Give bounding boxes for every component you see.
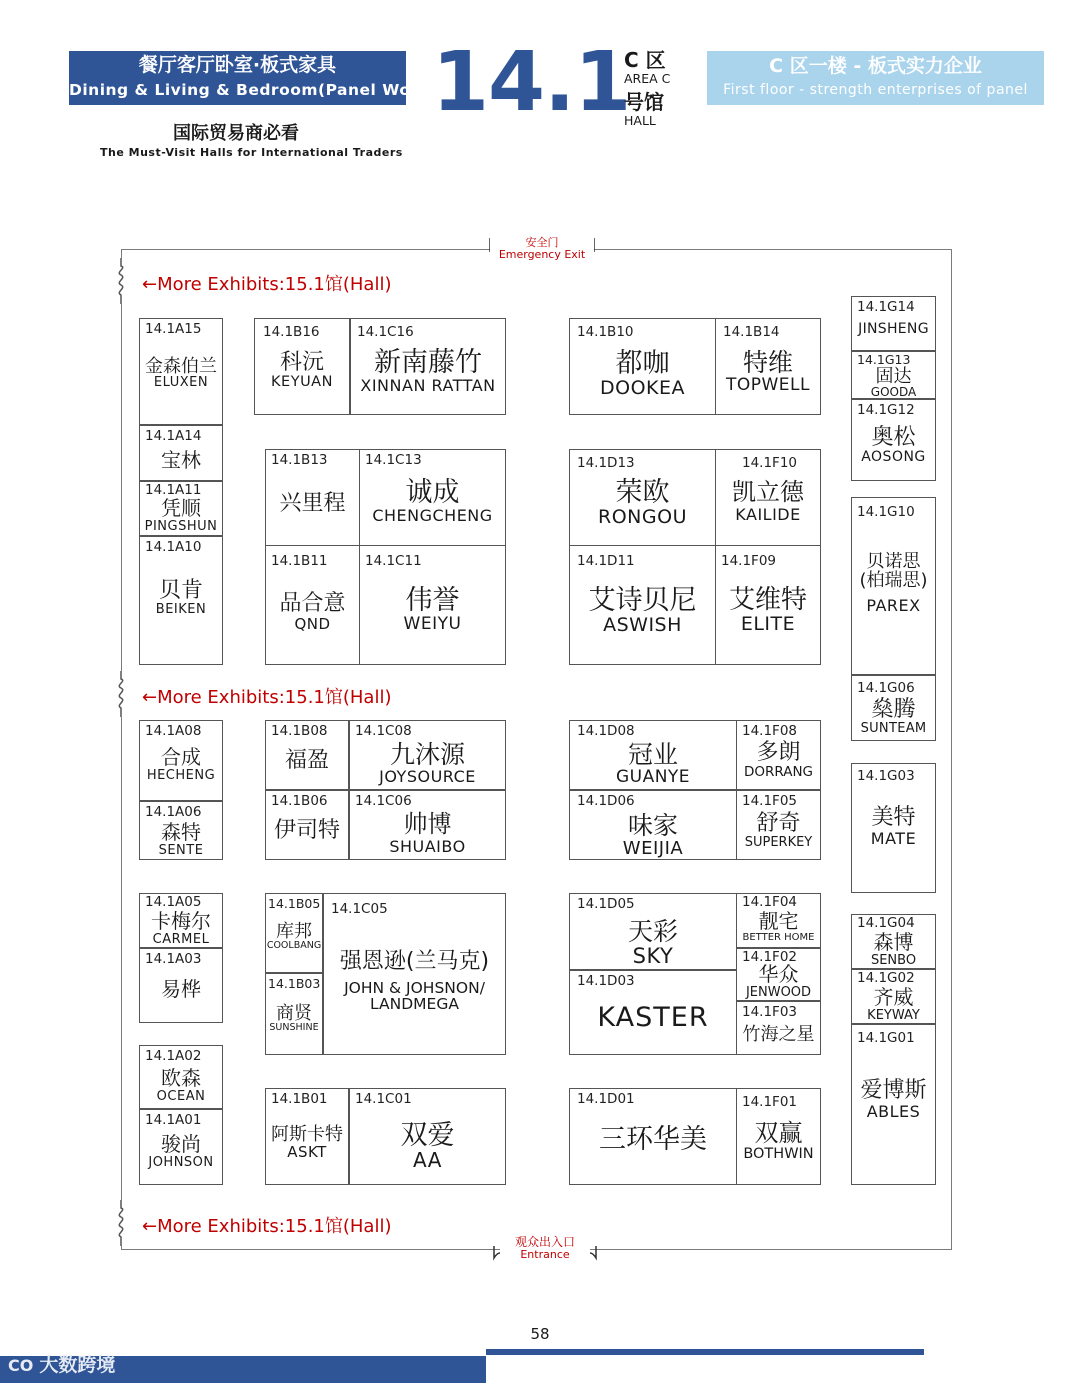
watermark-logo-icon: CO xyxy=(8,1356,34,1375)
booth-code: 14.1B16 xyxy=(263,324,320,340)
booth-14-1d08[interactable] xyxy=(569,720,737,790)
booth-14-1d06[interactable] xyxy=(569,790,737,860)
exhibitor-name-cn: 贝诺思 xyxy=(866,551,921,572)
exhibitor-name-cn: 燊腾 xyxy=(871,697,916,722)
booth-code: 14.1B06 xyxy=(271,793,328,809)
more-exhibits-link[interactable]: ←More Exhibits:15.1馆(Hall) xyxy=(142,1216,392,1237)
exhibitor-name-cn: 都咖 xyxy=(615,348,670,379)
exhibitor-name-en: CHENGCHENG xyxy=(372,506,493,526)
area-zh: C 区 xyxy=(624,48,666,72)
booth-code: 14.1G04 xyxy=(857,915,915,931)
booth-14-1g10[interactable] xyxy=(851,497,936,675)
booth-code: 14.1F09 xyxy=(721,553,777,569)
exhibitor-name-cn: 骏尚 xyxy=(161,1132,201,1156)
exhibitor-name-cn: 阿斯卡特 xyxy=(271,1124,343,1145)
watermark xyxy=(8,1350,115,1377)
must-visit-en: The Must-Visit Halls for International Traders xyxy=(100,146,403,159)
booth-14-1a14[interactable] xyxy=(139,425,223,481)
hall-floor-outline xyxy=(121,249,952,1250)
exhibitor-name-en: KEYUAN xyxy=(271,373,333,390)
exhibitor-name-en: JOHN & JOHSNON/ xyxy=(344,978,485,997)
booth-code: 14.1F10 xyxy=(742,455,798,471)
booth-code: 14.1F05 xyxy=(742,793,798,809)
exhibitor-name-en: PAREX xyxy=(866,595,921,615)
booth-14-1a06[interactable] xyxy=(139,801,223,860)
booth-code: 14.1C13 xyxy=(365,452,422,468)
booth-code: 14.1C08 xyxy=(355,723,412,739)
exhibitor-name-cn: 帅博 xyxy=(403,810,452,838)
booth-14-1a11[interactable] xyxy=(139,481,223,536)
exhibitor-name-en: QND xyxy=(294,614,331,633)
exhibitor-name-cn: 欧森 xyxy=(161,1066,201,1090)
booth-code: 14.1G03 xyxy=(857,768,915,784)
exhibitor-name-cn: 森特 xyxy=(161,820,201,844)
booth-code: 14.1A01 xyxy=(145,1112,202,1128)
booth-14-1c08[interactable] xyxy=(349,720,506,790)
booth-14-1g01[interactable] xyxy=(851,1024,936,1185)
wall-break-icon xyxy=(113,1200,129,1246)
exhibitor-name-en: BETTER HOME xyxy=(742,931,815,943)
emergency-exit xyxy=(490,237,594,261)
booth-14-1a02[interactable] xyxy=(139,1045,223,1109)
exhibitor-name-cn: 靓宅 xyxy=(758,909,799,933)
exhibitor-name-cn: 宝林 xyxy=(161,448,201,472)
booth-14-1d11[interactable] xyxy=(569,545,716,665)
booth-14-1c13[interactable] xyxy=(359,449,506,546)
exhibitor-name-en: MATE xyxy=(870,828,917,848)
booth-code: 14.1G06 xyxy=(857,680,915,696)
more-exhibits-link[interactable]: ←More Exhibits:15.1馆(Hall) xyxy=(142,687,392,708)
exhibitor-name-en: KAILIDE xyxy=(735,504,801,524)
booth-14-1f02[interactable] xyxy=(736,948,821,1001)
exhibitor-name-en: ELUXEN xyxy=(153,375,209,391)
exhibitor-name-en: AOSONG xyxy=(861,448,926,465)
booth-code: 14.1G14 xyxy=(857,299,915,315)
exhibitor-name-cn: 三环华美 xyxy=(599,1124,707,1155)
booth-14-1b08[interactable] xyxy=(265,720,349,790)
exhibitor-name-cn: 易桦 xyxy=(161,977,201,1001)
exhibitor-name-en: COOLBANG xyxy=(266,940,322,952)
exhibitor-name-cn: 艾诗贝尼 xyxy=(588,585,697,616)
exhibitor-name-en: DORRANG xyxy=(743,763,814,780)
booth-code: 14.1F02 xyxy=(742,949,798,965)
booth-code: 14.1C06 xyxy=(355,793,412,809)
exhibitor-name-cn: 强恩逊(兰马克) xyxy=(339,949,490,974)
booth-14-1g02[interactable] xyxy=(851,969,936,1024)
exhibitor-name-en: TOPWELL xyxy=(725,375,810,395)
booth-14-1b14[interactable] xyxy=(715,318,821,415)
booth-14-1c16[interactable] xyxy=(350,318,506,415)
booth-code: 14.1F03 xyxy=(742,1004,798,1020)
exhibitor-name-en: KEYWAY xyxy=(867,1007,920,1023)
exhibitor-name-cn: 荣欧 xyxy=(615,477,670,508)
booth-code: 14.1B01 xyxy=(271,1091,328,1107)
exhibitor-name-cn: 美特 xyxy=(871,805,916,830)
exhibitor-name-en: SENBO xyxy=(870,952,917,968)
booth-14-1b11[interactable] xyxy=(265,545,360,665)
booth-14-1f01[interactable] xyxy=(736,1088,821,1185)
booth-14-1a15[interactable] xyxy=(139,318,223,425)
booth-14-1b03[interactable] xyxy=(265,973,323,1055)
booth-code: 14.1D11 xyxy=(577,553,635,569)
booth-14-1b10[interactable] xyxy=(569,318,716,415)
exhibitor-name-en: RONGOU xyxy=(598,506,687,529)
booth-code: 14.1D06 xyxy=(577,793,635,809)
exhibitor-name-cn: 品合意 xyxy=(279,591,346,616)
exhibitor-name-cn: 金森伯兰 xyxy=(145,356,217,377)
exhibitor-name-en: SUNSHINE xyxy=(269,1022,319,1034)
exhibitor-name-cn: 伊司特 xyxy=(273,818,340,843)
exhibitor-name-cn: 九沐源 xyxy=(389,740,465,769)
exhibitor-name-cn: 商贤 xyxy=(276,1003,312,1024)
booth-14-1g06[interactable] xyxy=(851,675,936,741)
booth-14-1d13[interactable] xyxy=(569,449,716,546)
exhibitor-name-cn: 兴里程 xyxy=(279,491,346,516)
more-exhibits-link[interactable]: ←More Exhibits:15.1馆(Hall) xyxy=(142,274,392,295)
exhibitor-name-en: GUANYE xyxy=(615,767,691,787)
booth-14-1c01[interactable] xyxy=(349,1088,506,1185)
booth-code: 14.1G10 xyxy=(857,504,915,520)
booth-14-1b16[interactable] xyxy=(254,318,350,415)
booth-14-1f04[interactable] xyxy=(736,893,821,948)
floor-title-zh: C 区一楼 - 板式实力企业 xyxy=(769,55,982,77)
booth-code: 14.1G01 xyxy=(857,1030,915,1046)
booth-14-1f03[interactable] xyxy=(736,1001,821,1055)
booth-code: 14.1B11 xyxy=(271,553,328,569)
page-number: 58 xyxy=(530,1325,550,1343)
exhibitor-name-cn: 卡梅尔 xyxy=(151,909,211,933)
booth-code: 14.1B14 xyxy=(723,324,780,340)
booth-14-1c06[interactable] xyxy=(349,790,506,860)
area-en: AREA C xyxy=(624,71,671,86)
booth-14-1a08[interactable] xyxy=(139,720,223,801)
booth-code: 14.1B13 xyxy=(271,452,328,468)
booth-14-1f10[interactable] xyxy=(715,449,821,546)
booth-code: 14.1A11 xyxy=(145,482,202,498)
exhibitor-name-en: CARMEL xyxy=(152,931,210,947)
exhibitor-name-en: JOHNSON xyxy=(148,1154,214,1170)
hall-zh: 号馆 xyxy=(624,89,664,114)
booth-code: 14.1A15 xyxy=(145,321,202,337)
exhibitor-name-en: DOOKEA xyxy=(599,377,685,400)
booth-14-1a03[interactable] xyxy=(139,948,223,1023)
exhibitor-name-cn: 双爱 xyxy=(400,1120,455,1151)
booth-code: 14.1G13 xyxy=(857,352,911,367)
exhibitor-name-cn: 贝肯 xyxy=(158,578,203,603)
floor-title-en: First floor - strength enterprises of panel xyxy=(723,82,1028,98)
booth-code: 14.1G12 xyxy=(857,402,915,418)
category-title-en: Dining & Living & Bedroom(Panel Wood) xyxy=(69,81,441,99)
booth-14-1c05[interactable] xyxy=(323,893,506,1055)
booth-14-1g03[interactable] xyxy=(851,763,936,893)
booth-code: 14.1B03 xyxy=(268,976,321,991)
exhibitor-name-en: BEIKEN xyxy=(155,601,207,617)
must-visit-zh: 国际贸易商必看 xyxy=(173,123,299,144)
booth-14-1f09[interactable] xyxy=(715,545,821,665)
exhibitor-name-cn-alt: (柏瑞思) xyxy=(859,570,928,592)
hall-number: 14.1 xyxy=(432,35,631,130)
booth-14-1f08[interactable] xyxy=(736,720,821,790)
booth-code: 14.1A02 xyxy=(145,1048,202,1064)
must-visit-label xyxy=(100,122,403,160)
exhibitor-name-en: KASTER xyxy=(597,1002,709,1033)
booth-14-1f05[interactable] xyxy=(736,790,821,860)
booth-14-1b06[interactable] xyxy=(265,790,349,860)
booth-code: 14.1B10 xyxy=(577,324,634,340)
exhibitor-name-cn: 多朗 xyxy=(756,740,801,765)
booth-code: 14.1B05 xyxy=(268,896,321,911)
booth-code: 14.1C16 xyxy=(357,324,414,340)
booth-code: 14.1D08 xyxy=(577,723,635,739)
exhibitor-name-en: JOYSOURCE xyxy=(379,767,476,786)
booth-14-1d01[interactable] xyxy=(569,1088,737,1185)
booth-code: 14.1A03 xyxy=(145,951,202,967)
exhibitor-name-cn: 诚成 xyxy=(405,477,460,508)
booth-14-1b13[interactable] xyxy=(265,449,360,546)
booth-14-1a05[interactable] xyxy=(139,893,223,948)
exhibitor-name-en: ASKT xyxy=(287,1143,327,1162)
booth-code: 14.1A06 xyxy=(145,804,202,820)
exhibitor-name-en: PINGSHUN xyxy=(144,518,218,534)
exhibitor-name-cn: 科沅 xyxy=(279,350,324,375)
exhibitor-name-en: OCEAN xyxy=(156,1088,206,1104)
booth-14-1c11[interactable] xyxy=(359,545,506,665)
exhibitor-name-cn: 双赢 xyxy=(754,1119,803,1147)
booth-code: 14.1F01 xyxy=(742,1094,798,1110)
booth-code: 14.1G02 xyxy=(857,970,915,986)
emergency-exit-zh: 安全门 xyxy=(525,236,559,249)
emergency-exit-en: Emergency Exit xyxy=(498,248,586,262)
watermark-text: 大数跨境 xyxy=(39,1354,116,1376)
exhibitor-name-en: GOODA xyxy=(870,385,917,399)
exhibitor-name-en: ASWISH xyxy=(603,614,682,637)
exhibitor-name-en: JINSHENG xyxy=(858,321,929,337)
booth-code: 14.1C11 xyxy=(365,553,422,569)
exhibitor-name-en: WEIYU xyxy=(403,614,462,635)
exhibitor-name-en: ELITE xyxy=(740,613,796,636)
booth-14-1b05[interactable] xyxy=(265,893,323,973)
exhibitor-name-en: SHUAIBO xyxy=(389,836,466,856)
exhibitor-name-en: SUPERKEY xyxy=(744,834,813,850)
exhibitor-name-cn: 爱博斯 xyxy=(860,1078,927,1103)
booth-code: 14.1D03 xyxy=(577,973,635,989)
booth-14-1d05[interactable] xyxy=(569,893,737,970)
exhibitor-name-en: JENWOOD xyxy=(745,984,812,1000)
booth-14-1a10[interactable] xyxy=(139,536,223,665)
exhibitor-name-cn: 合成 xyxy=(161,745,201,769)
booth-code: 14.1A14 xyxy=(145,428,202,444)
exhibitor-name-en: XINNAN RATTAN xyxy=(360,376,496,396)
booth-14-1g04[interactable] xyxy=(851,914,936,969)
entrance-en: Entrance xyxy=(520,1248,570,1262)
exhibitor-name-cn: 竹海之星 xyxy=(742,1024,815,1045)
booth-code: 14.1C05 xyxy=(331,901,388,917)
hall-en: HALL xyxy=(624,112,656,128)
exhibitor-name-cn: 森博 xyxy=(873,930,914,954)
exhibitor-name-cn: 库邦 xyxy=(276,921,312,942)
category-banner xyxy=(69,51,441,105)
exhibitor-name-en: SENTE xyxy=(158,842,204,858)
exhibitor-name-cn: 味家 xyxy=(627,811,678,840)
booth-14-1b01[interactable] xyxy=(265,1088,349,1185)
exhibitor-name-cn: 固达 xyxy=(875,366,912,387)
booth-code: 14.1A10 xyxy=(145,539,202,555)
exhibitor-name-en: AA xyxy=(413,1148,442,1173)
exhibitor-name-cn: 齐威 xyxy=(873,985,914,1009)
exhibitor-name-en: WEIJIA xyxy=(622,838,684,859)
exhibitor-name-cn: 华众 xyxy=(758,962,799,986)
booth-code: 14.1D13 xyxy=(577,455,635,471)
exhibitor-name-cn: 天彩 xyxy=(627,917,678,946)
booth-code: 14.1D01 xyxy=(577,1091,635,1107)
booth-code: 14.1F04 xyxy=(742,894,798,910)
booth-code: 14.1D05 xyxy=(577,896,635,912)
exhibitor-name-en: HECHENG xyxy=(146,767,216,783)
exhibitor-name-en: LANDMEGA xyxy=(370,995,459,1014)
booth-code: 14.1A08 xyxy=(145,723,202,739)
exhibitor-name-cn: 艾维特 xyxy=(728,585,807,615)
category-title-zh: 餐厅客厅卧室·板式家具 xyxy=(138,54,337,76)
booth-code: 14.1B08 xyxy=(271,723,328,739)
booth-code: 14.1C01 xyxy=(355,1091,412,1107)
exhibitor-name-cn: 福盈 xyxy=(284,748,329,773)
exhibitor-name-en: ABLES xyxy=(866,1101,921,1121)
booth-code: 14.1A05 xyxy=(145,894,202,910)
exhibitor-name-cn: 新南藤竹 xyxy=(374,347,482,378)
exhibitor-name-cn: 凯立德 xyxy=(732,478,804,506)
floor-banner xyxy=(707,51,1044,105)
booth-14-1a01[interactable] xyxy=(139,1109,223,1185)
exhibitor-name-cn: 特维 xyxy=(742,348,793,377)
entrance xyxy=(500,1236,590,1261)
exhibitor-name-en: BOTHWIN xyxy=(743,1145,814,1162)
exhibitor-name-cn: 奥松 xyxy=(871,425,916,450)
booth-14-1d03[interactable] xyxy=(569,970,737,1055)
booth-14-1g12[interactable] xyxy=(851,399,936,481)
footer-rule xyxy=(486,1349,924,1355)
exhibitor-name-cn: 舒奇 xyxy=(756,811,801,836)
exhibitor-name-cn: 凭顺 xyxy=(161,496,201,520)
area-hall-label xyxy=(624,50,670,133)
exhibitor-name-cn: 冠业 xyxy=(627,740,678,769)
exhibitor-name-cn: 伟誉 xyxy=(405,585,460,616)
exhibitor-name-en: SUNTEAM xyxy=(860,720,927,736)
booth-14-1g14[interactable] xyxy=(851,296,936,351)
exhibitor-name-en: SKY xyxy=(632,944,674,968)
entrance-zh: 观众出入口 xyxy=(514,1235,575,1249)
booth-14-1g13[interactable] xyxy=(851,351,936,399)
booth-code: 14.1F08 xyxy=(742,723,798,739)
wall-break-icon xyxy=(113,258,129,304)
wall-break-icon xyxy=(113,671,129,717)
